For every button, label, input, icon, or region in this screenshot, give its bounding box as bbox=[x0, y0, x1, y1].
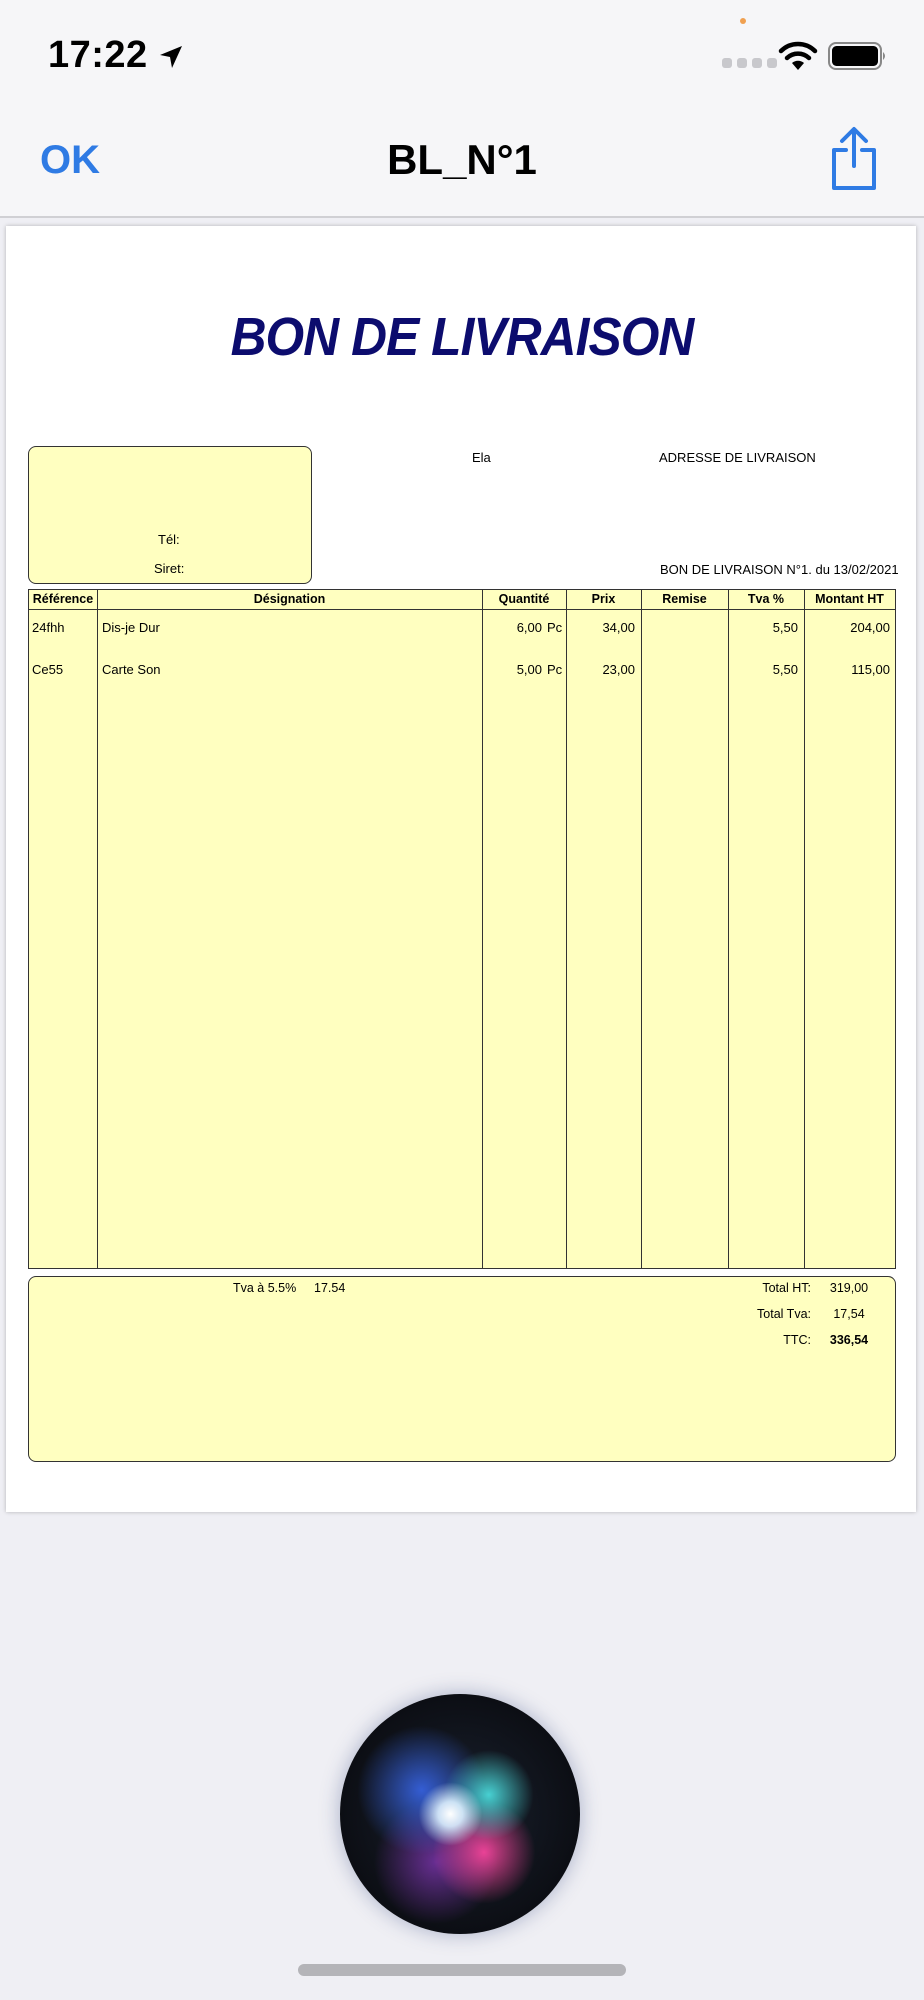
cell-amount: 115,00 bbox=[851, 662, 890, 677]
client-name: Ela bbox=[472, 450, 491, 465]
column-header-reference: Référence bbox=[32, 592, 94, 606]
navigation-bar bbox=[0, 110, 924, 218]
status-bar bbox=[0, 0, 924, 110]
column-header-vat: Tva % bbox=[747, 592, 785, 606]
total-ht-label: Total HT: bbox=[762, 1281, 811, 1295]
column-divider bbox=[641, 590, 642, 1268]
column-header-price: Prix bbox=[591, 592, 616, 606]
column-divider bbox=[804, 590, 805, 1268]
column-divider bbox=[566, 590, 567, 1268]
cell-vat: 5,50 bbox=[772, 620, 798, 635]
location-arrow-icon bbox=[158, 44, 184, 70]
cell-quantity: 5,00 bbox=[516, 662, 542, 677]
column-header-amount: Montant HT bbox=[815, 592, 884, 606]
share-icon[interactable] bbox=[826, 126, 882, 192]
cell-unit: Pc bbox=[547, 662, 563, 677]
tel-label: Tél: bbox=[158, 532, 180, 547]
delivery-note-reference: BON DE LIVRAISON N°1. du 13/02/2021 bbox=[660, 562, 899, 577]
siri-icon[interactable] bbox=[340, 1694, 580, 1934]
cell-reference: Ce55 bbox=[32, 662, 64, 677]
vat-rate-label: Tva à 5.5% bbox=[233, 1281, 297, 1295]
page-title: BL_N°1 bbox=[387, 136, 537, 183]
home-indicator[interactable] bbox=[298, 1964, 626, 1976]
total-tva-label: Total Tva: bbox=[757, 1307, 811, 1321]
status-time: 17:22 bbox=[48, 34, 148, 76]
siret-label: Siret: bbox=[154, 561, 185, 576]
ttc-value: 336,54 bbox=[829, 1333, 869, 1347]
delivery-address-label: ADRESSE DE LIVRAISON bbox=[659, 450, 816, 465]
cell-price: 23,00 bbox=[602, 662, 635, 677]
total-tva-value: 17,54 bbox=[833, 1307, 865, 1321]
table-header-divider bbox=[29, 609, 895, 610]
cell-reference: 24fhh bbox=[32, 620, 65, 635]
column-divider bbox=[97, 590, 98, 1268]
column-header-quantity: Quantité bbox=[498, 592, 550, 606]
privacy-indicator-dot bbox=[740, 18, 746, 24]
cell-quantity: 6,00 bbox=[516, 620, 542, 635]
cellular-signal-icon bbox=[722, 58, 778, 68]
ttc-label: TTC: bbox=[783, 1333, 811, 1347]
cell-amount: 204,00 bbox=[850, 620, 890, 635]
cell-price: 34,00 bbox=[602, 620, 635, 635]
cell-designation: Dis-je Dur bbox=[102, 620, 160, 635]
battery-icon bbox=[828, 42, 888, 70]
cell-designation: Carte Son bbox=[102, 662, 161, 677]
vat-rate-value: 17.54 bbox=[314, 1281, 346, 1295]
cell-vat: 5,50 bbox=[772, 662, 798, 677]
total-ht-value: 319,00 bbox=[829, 1281, 869, 1295]
column-header-discount: Remise bbox=[662, 592, 707, 606]
ok-button[interactable]: OK bbox=[40, 138, 100, 182]
document-title: BON DE LIVRAISON bbox=[230, 307, 694, 367]
wifi-icon bbox=[778, 40, 818, 72]
items-table bbox=[28, 589, 896, 1269]
totals-box bbox=[28, 1276, 896, 1462]
column-header-designation: Désignation bbox=[253, 592, 326, 606]
column-divider bbox=[728, 590, 729, 1268]
cell-unit: Pc bbox=[547, 620, 563, 635]
column-divider bbox=[482, 590, 483, 1268]
